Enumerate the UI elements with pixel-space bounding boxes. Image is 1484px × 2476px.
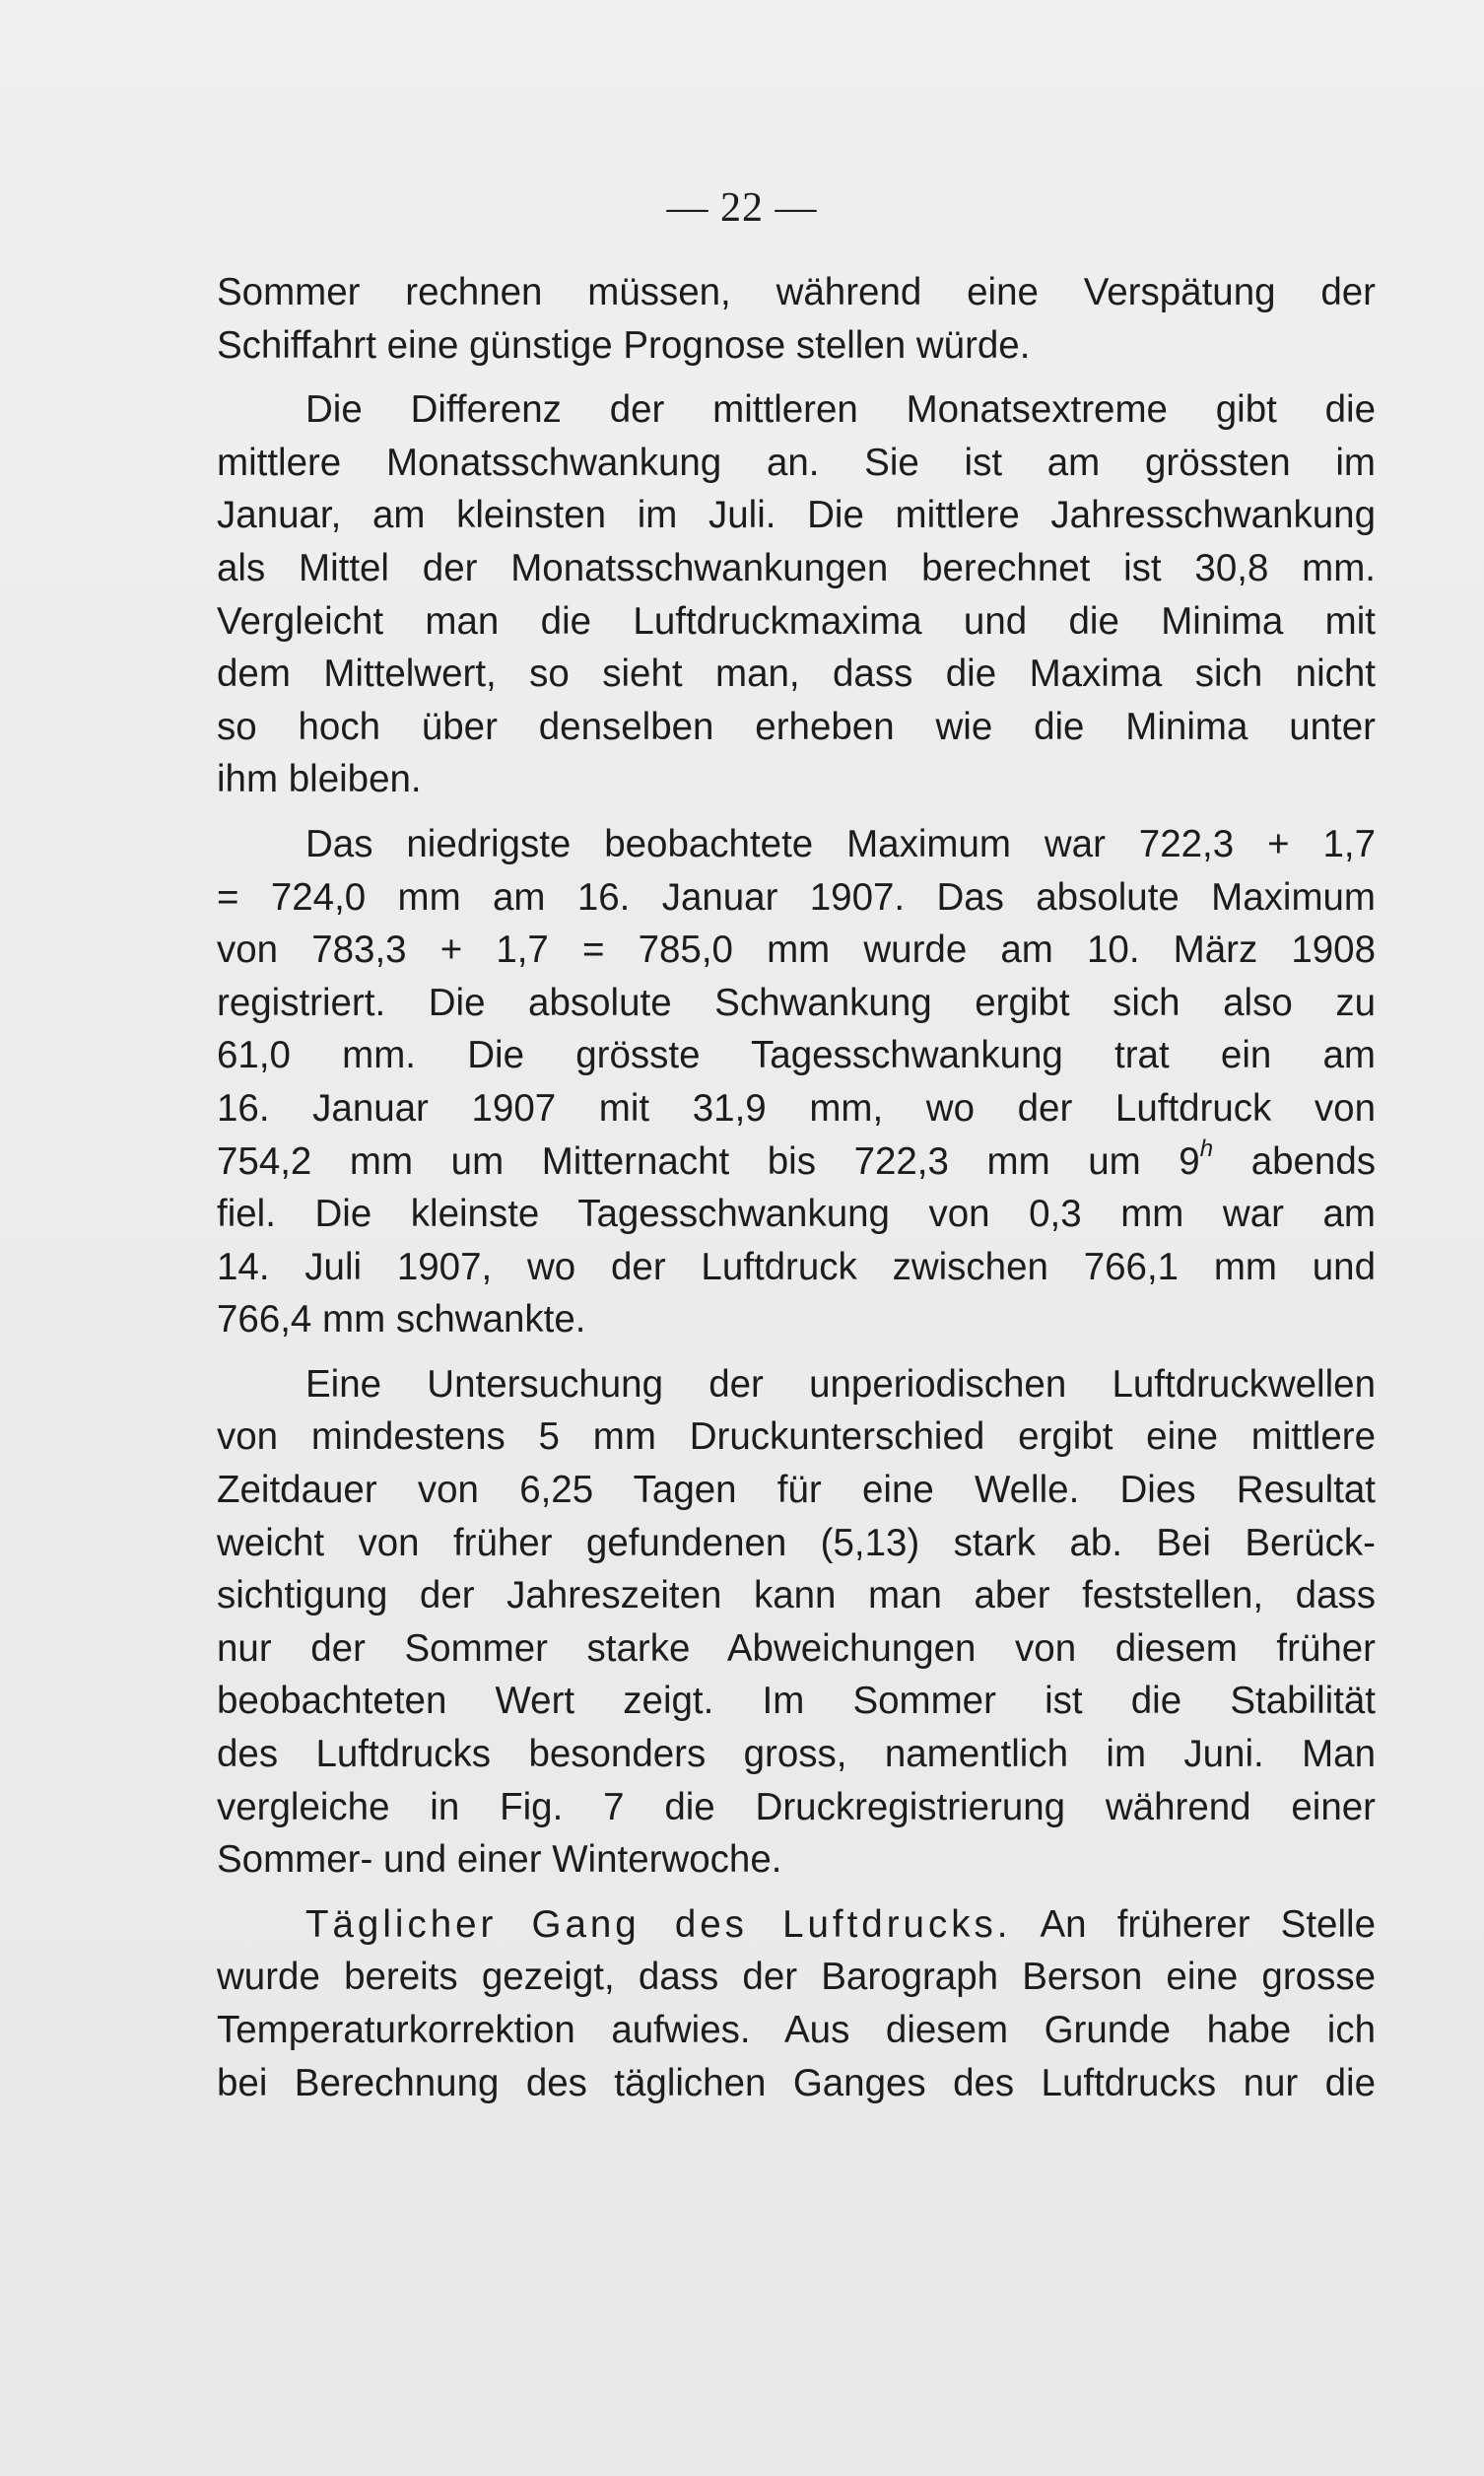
text-line: mittlere Monatsschwankung an. Sie ist am grössten im [217,441,1376,484]
text-line: Vergleicht man die Luftdruckmaxima und die Minima mit [217,599,1376,643]
text-line: als Mittel der Monatsschwankungen berechnet ist 30,8 mm. [217,546,1376,589]
text-line: von mindestens 5 mm Druckunterschied ergibt eine mittlere [217,1415,1376,1459]
text-line: sichtigung der Jahreszeiten kann man aber feststellen, dass [217,1574,1376,1617]
text-line: 61,0 mm. Die grösste Tagesschwankung trat ein am [217,1034,1376,1077]
text-line: Zeitdauer von 6,25 Tagen für eine Welle. Dies Resultat [217,1469,1376,1512]
text-line: Eine Untersuchung der unperiodischen Luftdruckwellen [305,1362,1376,1406]
text-line: Januar, am kleinsten im Juli. Die mittlere Jahresschwankung [217,494,1376,537]
section-heading: Täglicher Gang des Luftdrucks. [305,1902,1012,1946]
text-line: nur der Sommer starke Abweichungen von diesem früher [217,1626,1376,1670]
text-line: bei Berechnung des täglichen Ganges des Luftdrucks nur die [217,2061,1376,2104]
text-line: des Luftdrucks besonders gross, namentlich im Juni. Man [217,1733,1376,1776]
text-line: ihm bleiben. [217,758,422,801]
text-line: 14. Juli 1907, wo der Luftdruck zwischen 766,1 mm und [217,1245,1376,1288]
paragraph-1 [217,266,1376,372]
text-line: 16. Januar 1907 mit 31,9 mm, wo der Luftdruck von [217,1086,1376,1130]
paragraph-3 [217,818,1376,1346]
text-line: beobachteten Wert zeigt. Im Sommer ist die Stabilität [217,1680,1376,1723]
text-fragment: abends [1250,1139,1376,1183]
text-line: so hoch über denselben erheben wie die Minima unter [217,705,1376,748]
text-line: 766,4 mm schwankte. [217,1298,586,1341]
paragraph-5 [217,1898,1376,2109]
text-line: = 724,0 mm am 16. Januar 1907. Das absolute Maximum [217,875,1376,919]
text-line-with-heading [217,1898,1376,1952]
text-line: registriert. Die absolute Schwankung ergibt sich also zu [217,981,1376,1024]
text-line: Die Differenz der mittleren Monatsextreme gibt die [305,388,1376,432]
text-line: von 783,3 + 1,7 = 785,0 mm wurde am 10. März 1908 [217,928,1376,972]
superscript-h: h [1199,1135,1214,1162]
text-line: Das niedrigste beobachtete Maximum war 722,3 + 1,7 [305,822,1376,865]
text-line: weicht von früher gefundenen (5,13) stark ab. Bei Berück- [217,1521,1376,1564]
text-line: Temperaturkorrektion aufwies. Aus diesem Grunde habe ich [217,2009,1376,2051]
body-text [217,266,1376,2109]
page-number: — 22 — [666,185,818,231]
paragraph-2 [217,383,1376,806]
text-line: wurde bereits gezeigt, dass der Barograph Berson eine grosse [217,1956,1376,1999]
text-line: vergleiche in Fig. 7 die Druckregistrierung während einer [217,1785,1376,1828]
text-line: Schiffahrt eine günstige Prognose stellen würde. [217,323,1031,367]
text-line-with-superscript [217,1135,1376,1189]
text-line: fiel. Die kleinste Tagesschwankung von 0,3 mm war am [217,1193,1376,1236]
paragraph-4 [217,1358,1376,1887]
text-fragment: 754,2 mm um Mitternacht bis 722,3 mm um 9 [217,1139,1200,1183]
text-line: Sommer rechnen müssen, während eine Verspätung der [217,271,1376,313]
text-line: Sommer- und einer Winterwoche. [217,1838,782,1882]
text-fragment: An früherer Stelle [1040,1902,1376,1946]
text-line: dem Mittelwert, so sieht man, dass die Maxima sich nicht [217,653,1376,696]
